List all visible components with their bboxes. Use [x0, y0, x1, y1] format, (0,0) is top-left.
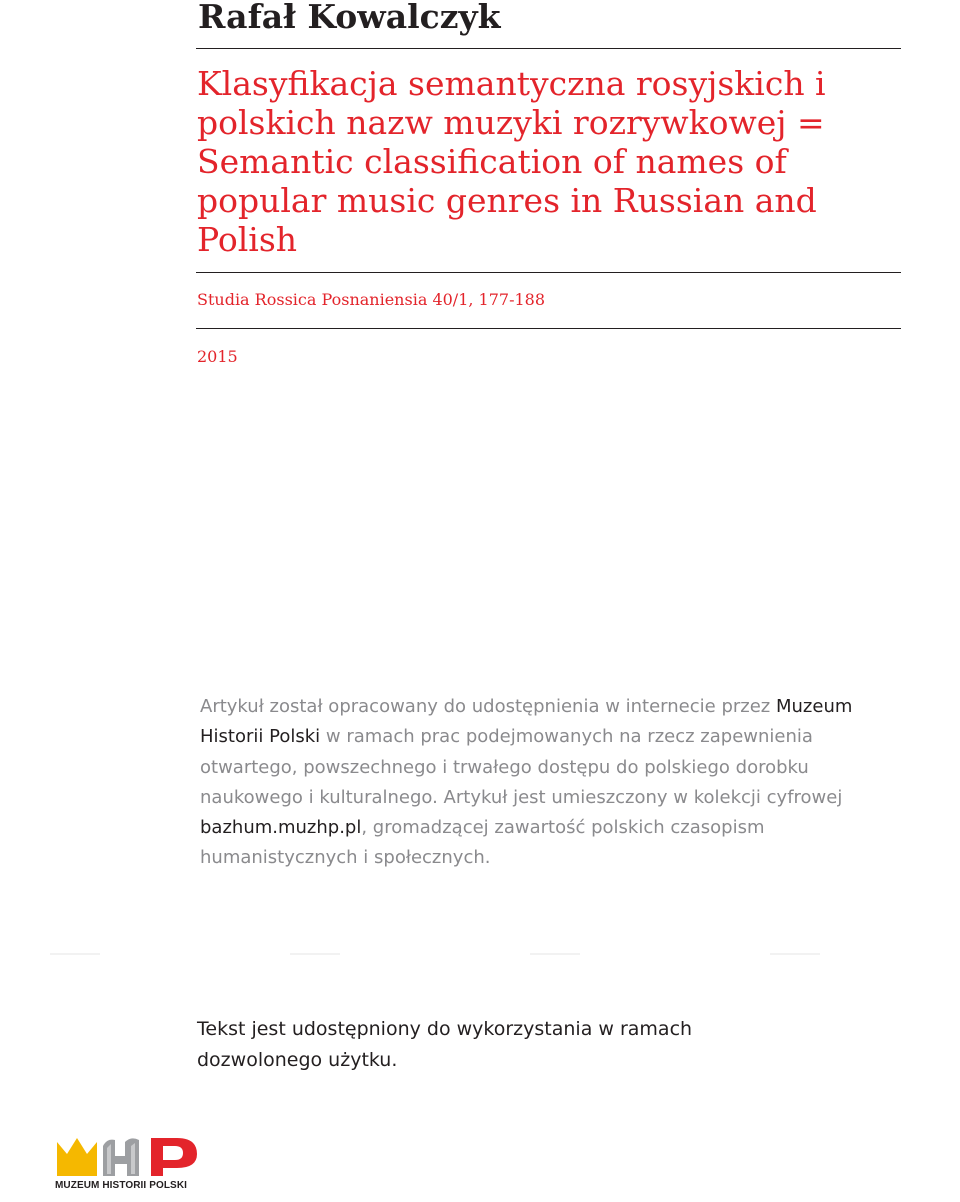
article-title: Klasyfikacja semantyczna rosyjskich i polskich nazw muzyki rozrywkowej = Semantic classification of names of popular music genres in Russian and Polish	[197, 64, 826, 259]
faint-mark	[770, 953, 820, 955]
notice-text-1: Artykuł został opracowany do udostępnienia w internecie przez	[200, 696, 771, 717]
logo-p-shape	[151, 1138, 197, 1176]
author-name: Rafał Kowalczyk	[198, 0, 501, 36]
logo-h-detail	[131, 1143, 135, 1174]
journal-citation: Studia Rossica Posnaniensia 40/1, 177-188	[197, 290, 546, 309]
museum-logo	[55, 1134, 205, 1194]
bazhum-link[interactable]: bazhum.muzhp.pl	[200, 817, 362, 839]
faint-mark	[290, 953, 340, 955]
rule-middle	[196, 272, 901, 273]
publication-year: 2015	[197, 347, 238, 366]
availability-notice	[200, 692, 890, 874]
museum-logo-mark-icon	[55, 1134, 205, 1180]
faint-mark	[530, 953, 580, 955]
notice-text-3: , gromadzącej zawartość polskich czasopism humanistycznych i społecznych.	[200, 817, 765, 869]
museum-name: Muzeum Historii Polski	[200, 696, 853, 748]
rule-bottom	[196, 328, 901, 329]
museum-logo-label: MUZEUM HISTORII POLSKI	[55, 1180, 188, 1191]
rule-top	[196, 48, 901, 49]
logo-m-shape	[57, 1138, 97, 1176]
usage-note: Tekst jest udostępniony do wykorzystania w ramach dozwolonego użytku.	[197, 1018, 693, 1071]
faint-mark	[50, 953, 100, 955]
notice-text-2: w ramach prac podejmowanych na rzecz zapewnienia otwartego, powszechnego i trwałego dostępu do polskiego dorobku naukowego i kulturalnego. Artykuł jest umieszczony w kolekcji cyfrowej	[200, 726, 843, 808]
logo-h-detail	[107, 1144, 111, 1174]
